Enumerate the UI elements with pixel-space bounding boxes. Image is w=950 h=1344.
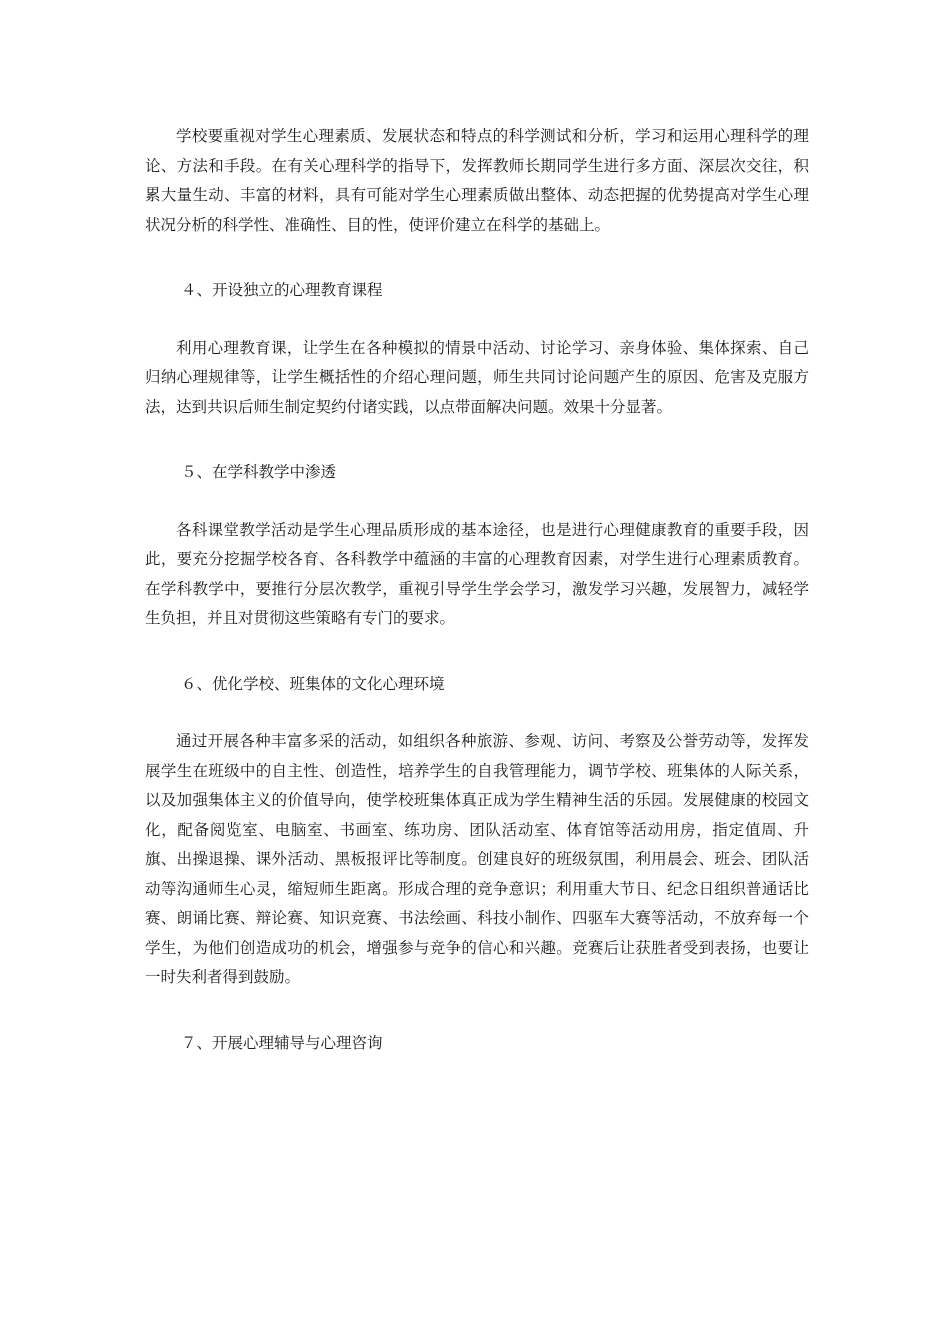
heading-section-7: ７、开展心理辅导与心理咨询 (181, 1033, 383, 1052)
paragraph-section-5: 各科课堂教学活动是学生心理品质形成的基本途径，也是进行心理健康教育的重要手段，因此，要充分挖掘学校各育、各科教学中蕴涵的丰富的心理教育因素，对学生进行心理素质教育。在学科教学中，要推行分层次教学，重视引导学生学会学习，激发学习兴趣，发展智力，减轻学生负担，并且对贯彻这些策略有专门的要求。 (145, 520, 809, 627)
spacer (145, 422, 809, 458)
spacer (145, 306, 809, 334)
spacer (145, 699, 809, 727)
paragraph-assessment: 学校要重视对学生心理素质、发展状态和特点的科学测试和分析，学习和运用心理科学的理论、方法和手段。在有关心理科学的指导下，发挥教师长期同学生进行多方面、深层次交往，积累大量生动、丰富的材料，具有可能对学生心理素质做出整体、动态把握的优势提高对学生心理状况分析的科学性、准确性、目的性，使评价建立在科学的基础上。 (145, 127, 809, 234)
spacer (145, 488, 809, 516)
spacer (145, 993, 809, 1029)
heading-section-5: ５、在学科教学中渗透 (181, 463, 337, 481)
heading-section-6: ６、优化学校、班集体的文化心理环境 (181, 674, 445, 693)
spacer (145, 634, 809, 670)
paragraph-section-6: 通过开展各种丰富多采的活动，如组织各种旅游、参观、访问、考察及公誉劳动等，发挥发展学生在班级中的自主性、创造性，培养学生的自我管理能力，调节学校、班集体的人际关系，以及加强集体主义的价值导向，使学校班集体真正成为学生精神生活的乐园。发展健康的校园文化，配备阅览室、电脑室、书画室、练功房、团队活动室、体育馆等活动用房，指定值周、升旗、出操退操、课外活动、黑板报评比等制度。创建良好的班级氛围，利用晨会、班会、团队活动等沟通师生心灵，缩短师生距离。形成合理的竞争意识；利用重大节日、纪念日组织普通话比赛、朗诵比赛、辩论赛、知识竞赛、书法绘画、科技小制作、四驱车大赛等活动，不放弃每一个学生，为他们创造成功的机会，增强参与竞争的信心和兴趣。竞赛后让获胜者受到表扬，也要让一时失利者得到鼓励。 (145, 732, 809, 986)
document-body (145, 122, 809, 1058)
heading-section-4: ４、开设独立的心理教育课程 (181, 281, 383, 299)
paragraph-section-4: 利用心理教育课，让学生在各种模拟的情景中活动、讨论学习、亲身体验、集体探索、自己归纳心理规律等，让学生概括性的介绍心理问题，师生共同讨论问题产生的原因、危害及克服方法，达到共识后师生制定契约付诸实践，以点带面解决问题。效果十分显著。 (145, 338, 809, 416)
spacer (145, 240, 809, 276)
